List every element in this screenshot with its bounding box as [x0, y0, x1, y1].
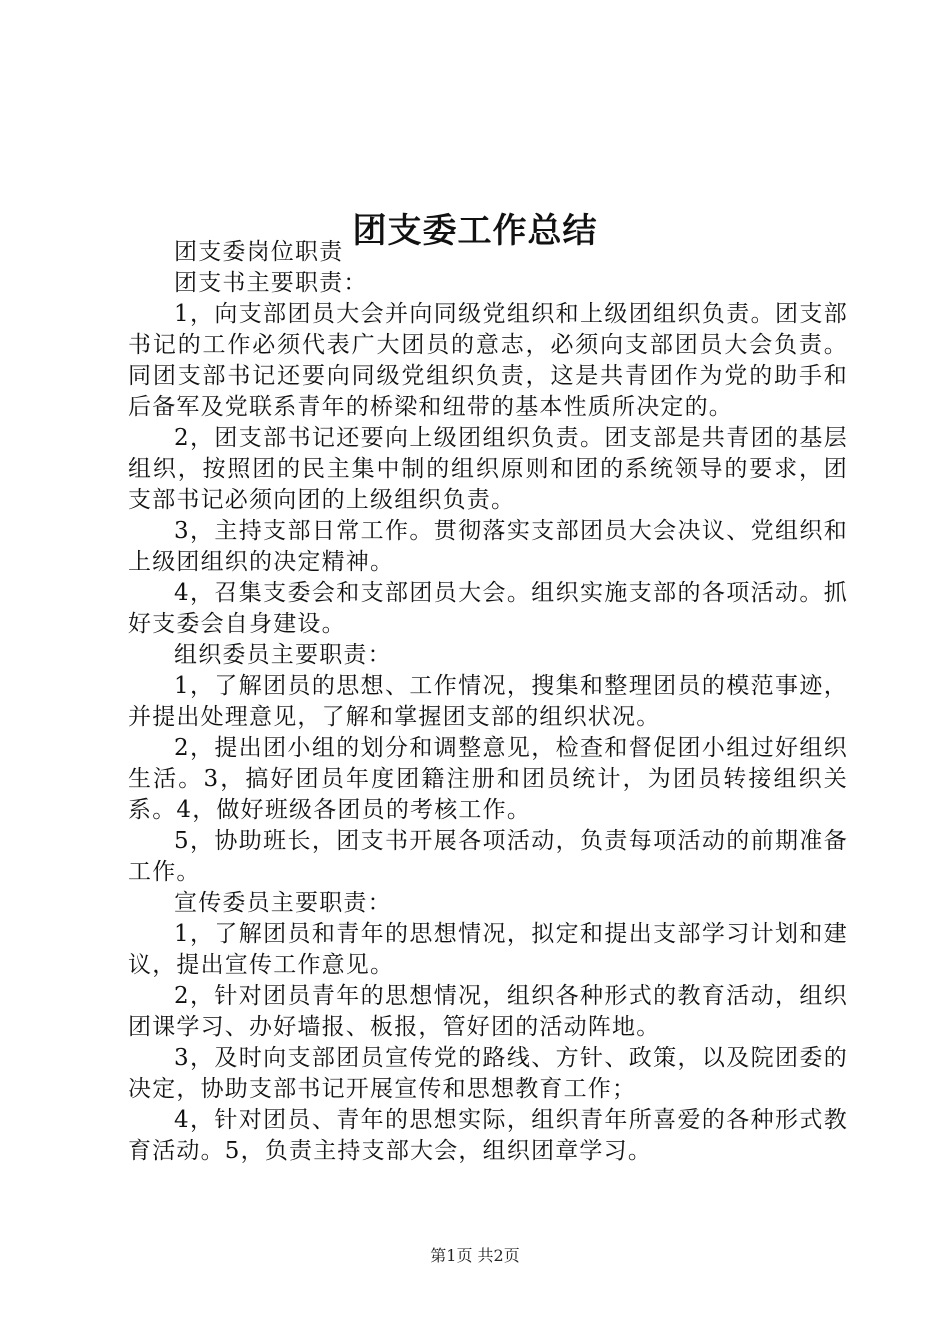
paragraph: 2，团支部书记还要向上级团组织负责。团支部是共青团的基层组织，按照团的民主集中制的组织原则和团的系统领导的要求，团支部书记必须向团的上级组织负责。 — [128, 425, 848, 513]
document-title: 团支委工作总结 — [352, 210, 598, 251]
paragraph: 1，了解团员和青年的思想情况，拟定和提出支部学习计划和建议，提出宣传工作意见。 — [128, 921, 848, 978]
paragraph: 2，提出团小组的划分和调整意见，检查和督促团小组过好组织生活。3，搞好团员年度团籍注册和团员统计，为团员转接组织关系。4，做好班级各团员的考核工作。 — [128, 735, 848, 823]
page-footer: 第1页 共2页 — [430, 1246, 520, 1265]
paragraph: 2，针对团员青年的思想情况，组织各种形式的教育活动，组织团课学习、办好墙报、板报，管好团的活动阵地。 — [128, 983, 848, 1040]
paragraph: 4，召集支委会和支部团员大会。组织实施支部的各项活动。抓好支委会自身建设。 — [128, 580, 848, 637]
paragraph-organization-heading: 组织委员主要职责： — [174, 642, 392, 668]
paragraph-section-heading: 团支委岗位职责 — [174, 239, 344, 265]
paragraph-secretary-heading: 团支书主要职责： — [174, 270, 368, 296]
paragraph: 1，向支部团员大会并向同级党组织和上级团组织负责。团支部书记的工作必须代表广大团员的意志，必须向支部团员大会负责。同团支部书记还要向同级党组织负责，这是共青团作为党的助手和后备军及党联系青年的桥梁和纽带的基本性质所决定的。 — [128, 301, 848, 420]
paragraph: 5，协助班长，团支书开展各项活动，负责每项活动的前期准备工作。 — [128, 828, 848, 885]
paragraph-publicity-heading: 宣传委员主要职责： — [174, 890, 392, 916]
paragraph: 4，针对团员、青年的思想实际，组织青年所喜爱的各种形式教育活动。5，负责主持支部大会，组织团章学习。 — [128, 1107, 848, 1164]
paragraph: 3，主持支部日常工作。贯彻落实支部团员大会决议、党组织和上级团组织的决定精神。 — [128, 518, 848, 575]
paragraph: 1，了解团员的思想、工作情况，搜集和整理团员的模范事迹，并提出处理意见，了解和掌握团支部的组织状况。 — [128, 673, 848, 730]
document-body — [128, 237, 848, 1167]
paragraph: 3，及时向支部团员宣传党的路线、方针、政策，以及院团委的决定，协助支部书记开展宣传和思想教育工作； — [128, 1045, 848, 1102]
